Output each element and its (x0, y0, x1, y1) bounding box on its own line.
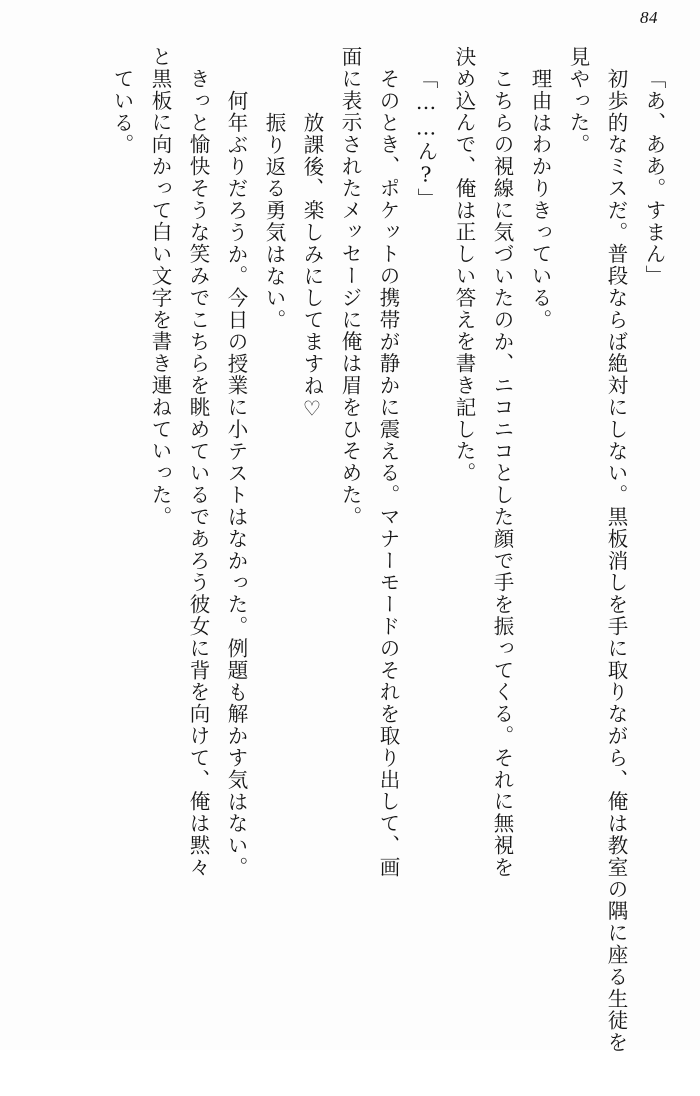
text-column: 振り返る勇気はない。 (262, 112, 286, 331)
text-column: そのとき、ポケットの携帯が静かに震える。マナーモードのそれを取り出して、画 (376, 68, 400, 879)
text-column: 決め込んで、俺は正しい答えを書き記した。 (452, 46, 476, 484)
text-column: 放課後、楽しみにしてますね♡ (300, 112, 324, 423)
text-column: きっと愉快そうな笑みでこちらを眺めているであろう彼女に背を向けて、俺は黙々 (186, 68, 210, 879)
text-column: 見やった。 (566, 46, 590, 156)
text-column: 初歩的なミスだ。普段ならば絶対にしない。黒板消しを手に取りながら、俺は教室の隅に座る生徒を (604, 68, 628, 1054)
text-column: 何年ぶりだろうか。今日の授業に小テストはなかった。例題も解かす気はない。 (224, 90, 248, 879)
text-column: 「あ、ああ。すまん」 (642, 68, 666, 287)
text-column: こちらの視線に気づいたのか、ニコニコとした顔で手を振ってくる。それに無視を (490, 68, 514, 879)
text-column: ている。 (110, 68, 134, 156)
text-column: 「……ん?」 (414, 68, 438, 210)
vertical-text-body (36, 46, 666, 1054)
page-number: 84 (640, 8, 658, 27)
text-column: 理由はわかりきっている。 (528, 68, 552, 331)
text-column: と黒板に向かって白い文字を書き連ねていった。 (148, 46, 172, 528)
text-column: 面に表示されたメッセージに俺は眉をひそめた。 (338, 46, 362, 528)
